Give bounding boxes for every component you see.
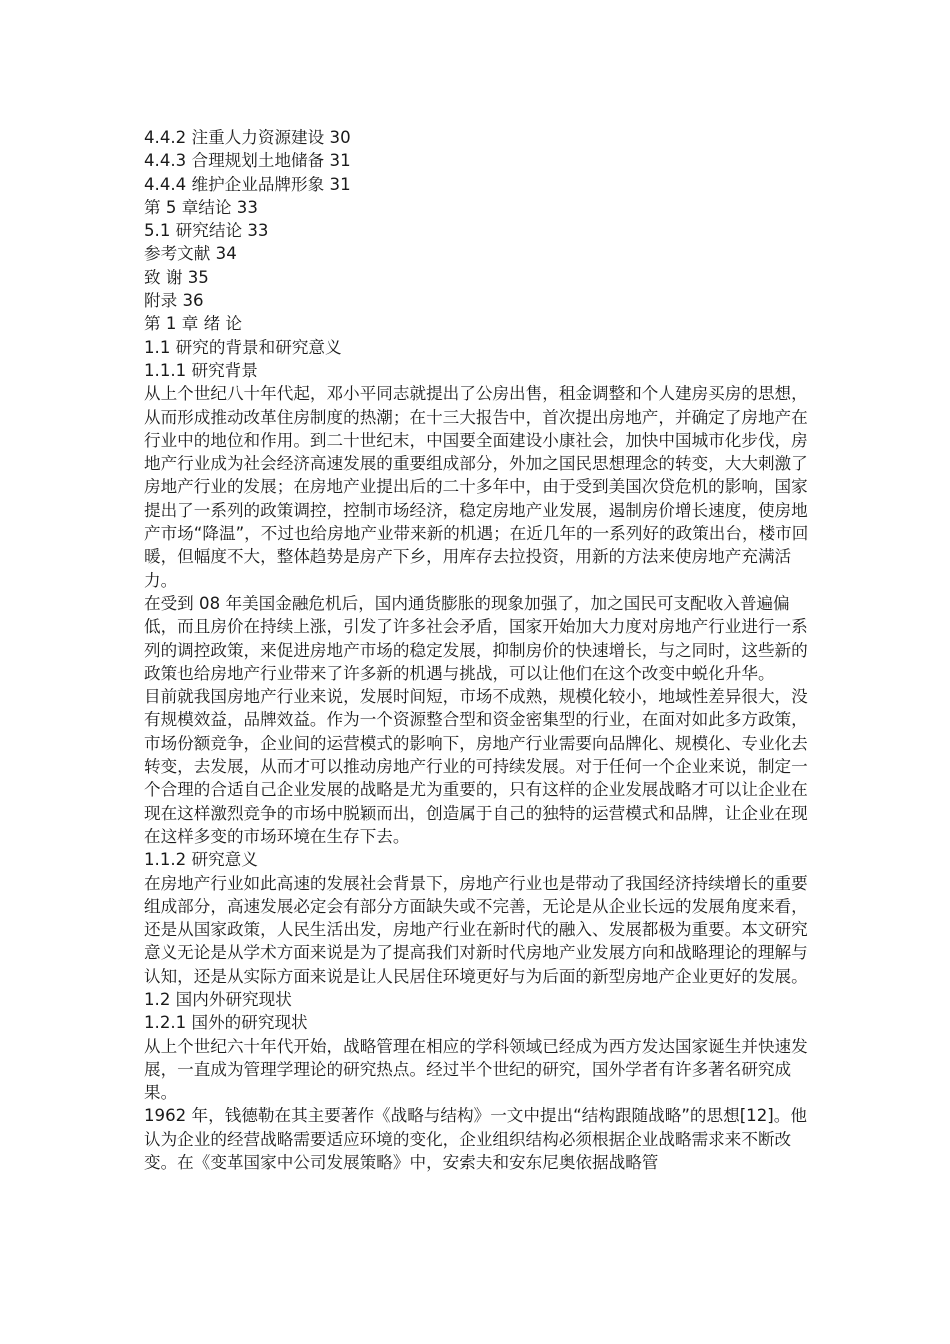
document-page <box>144 126 809 1174</box>
body-paragraph: 1962 年，钱德勒在其主要著作《战略与结构》一文中提出“结构跟随战略”的思想[12]。他认为企业的经营战略需要适应环境的变化，企业组织结构必须根据企业战略需求来不断改变。在《变革国家中公司发展策略》中，安索夫和安东尼奥依据战略管 <box>144 1106 807 1173</box>
section-heading: 1.1 研究的背景和研究意义 <box>144 337 342 357</box>
body-paragraph: 在房地产行业如此高速的发展社会背景下，房地产行业也是带动了我国经济持续增长的重要组成部分，高速发展必定会有部分方面缺失或不完善，无论是从企业长远的发展角度来看，还是从国家政策，人民生活出发，房地产行业在新时代的融入、发展都极为重要。本文研究意义无论是从学术方面来说是为了提高我们对新时代房地产业发展方向和战略理论的理解与认知，还是从实际方面来说是让人民居住环境更好与为后面的新型房地产企业更好的发展。 <box>144 873 808 986</box>
toc-entry: 4.4.4 维护企业品牌形象 31 <box>144 174 351 194</box>
toc-entry: 致 谢 35 <box>144 267 209 287</box>
body-paragraph: 从上个世纪六十年代开始，战略管理在相应的学科领域已经成为西方发达国家诞生并快速发展，一直成为管理学理论的研究热点。经过半个世纪的研究，国外学者有许多著名研究成果。 <box>144 1036 808 1103</box>
toc-entry: 4.4.2 注重人力资源建设 30 <box>144 128 351 147</box>
chapter-title: 第 1 章 绪 论 <box>144 314 243 334</box>
body-paragraph: 从上个世纪八十年代起，邓小平同志就提出了公房出售，租金调整和个人建房买房的思想，从而形成推动改革住房制度的热潮；在十三大报告中，首次提出房地产，并确定了房地产在行业中的地位和作用。到二十世纪末，中国要全面建设小康社会，加快中国城市化步伐，房地产行业成为社会经济高速发展的重要组成部分，外加之国民思想理念的转变，大大刺激了房地产行业的发展；在房地产业提出后的二十多年中，由于受到美国次贷危机的影响，国家提出了一系列的政策调控，控制市场经济，稳定房地产业发展，遏制房价增长速度，使房地产市场“降温”，不过也给房地产业带来新的机遇；在近几年的一系列好的政策出台，楼市回暖，但幅度不大，整体趋势是房产下乡，用库存去拉投资，用新的方法来使房地产充满活力。 <box>144 384 809 590</box>
toc-entry: 5.1 研究结论 33 <box>144 221 269 241</box>
toc-entry: 参考文献 34 <box>144 244 237 264</box>
body-paragraph: 目前就我国房地产行业来说，发展时间短，市场不成熟，规模化较小，地域性差异很大，没有规模效益，品牌效益。作为一个资源整合型和资金密集型的行业，在面对如此多方政策，市场份额竞争，企业间的运营模式的影响下，房地产行业需要向品牌化、规模化、专业化去转变，去发展，从而才可以推动房地产行业的可持续发展。对于任何一个企业来说，制定一个合理的合适自己企业发展的战略是尤为重要的，只有这样的企业发展战略才可以让企业在现在这样激烈竞争的市场中脱颖而出，创造属于自己的独特的运营模式和品牌，让企业在现在这样多变的市场环境在生存下去。 <box>144 687 808 846</box>
body-paragraph: 在受到 08 年美国金融危机后，国内通货膨胀的现象加强了，加之国民可支配收入普遍偏低，而且房价在持续上涨，引发了许多社会矛盾，国家开始加大力度对房地产行业进行一系列的调控政策，来促进房地产市场的稳定发展，抑制房价的快速增长，与之同时，这些新的政策也给房地产行业带来了许多新的机遇与挑战，可以让他们在这个改变中蜕化升华。 <box>144 593 808 683</box>
toc-entry: 附录 36 <box>144 291 204 311</box>
toc-entry: 第 5 章结论 33 <box>144 197 258 217</box>
subsection-heading: 1.2.1 国外的研究现状 <box>144 1013 308 1033</box>
toc-entry: 4.4.3 合理规划土地储备 31 <box>144 151 351 171</box>
subsection-heading: 1.1.1 研究背景 <box>144 360 258 380</box>
section-heading: 1.2 国内外研究现状 <box>144 989 292 1009</box>
subsection-heading: 1.1.2 研究意义 <box>144 850 258 870</box>
